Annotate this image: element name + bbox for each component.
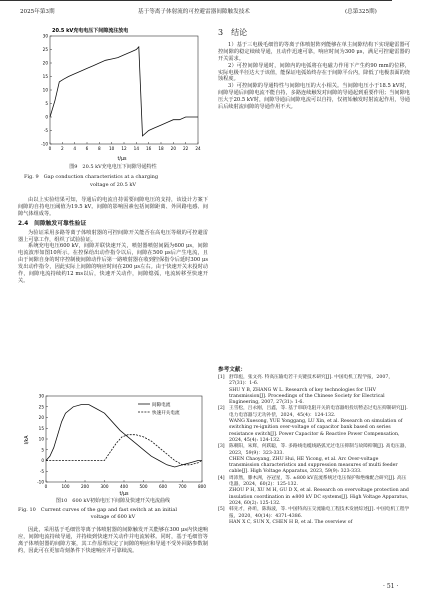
legend-label-switch: 快速开关电流 xyxy=(152,411,180,416)
x-tick-label: 6 xyxy=(85,146,89,151)
y-tick-label: 10 xyxy=(42,87,48,93)
reference-item xyxy=(218,476,410,489)
reference-item xyxy=(218,406,410,419)
y-tick-label: 0 xyxy=(45,114,48,120)
reference-item xyxy=(218,444,410,457)
reference-text: WANG Xuesong, YUE Yonggang, LU Xin, et al. Research on simulation of switching re-ignition over-voltage of capacitor bank based on series resistance switch[J]. Power Capacitor & Reactive Power Compensation, 2024, 45(4): 124-132. xyxy=(229,419,403,443)
x-tick-label: 0 xyxy=(48,146,52,151)
x-tick-label: 800 xyxy=(198,484,206,489)
conclusion-section xyxy=(218,26,410,111)
fig9-frame xyxy=(50,36,198,144)
reference-item xyxy=(218,375,410,388)
y-tick-label: -10 xyxy=(41,141,48,147)
x-tick-label: 4 xyxy=(73,146,77,151)
reference-text: CHEN Chaoyang, ZHU Hui, HE Yicong, et al. Arc Over-voltage transmission characteristics and suppression measures of multi feeder cable[J]. High Voltage Apparatus, 2023, 59(9): 323-333. xyxy=(229,456,398,475)
fig9-title: 20.5 kV充电电压下间隙流注放电 xyxy=(52,28,129,34)
x-tick-label: 200 xyxy=(81,484,89,489)
x-tick-label: 400 xyxy=(120,484,128,489)
fig10-caption-cn: 图10 600 kV初始电压下间隙及快速开关电流曲线 xyxy=(55,498,171,504)
y-tick-label: 30 xyxy=(38,393,44,399)
conclusion-point: 2）可控间隙导通时，间隙内的电弧将在电磁力作用下产生约90 mm的位移，实际电极半径达大于该值，能保证电弧始终存在于间隙平台内，降低了电极表面的烧蚀程度。 xyxy=(218,62,410,83)
reference-number: [2] xyxy=(218,406,225,412)
fig10-chart xyxy=(20,392,210,497)
paragraph: 为验证采用多路等离子体喷射器的可控间隙开关能否在高电压等级的可控避雷器上可靠工作，组织了试验验证。 xyxy=(18,229,208,243)
x-tick-label: 500 xyxy=(139,484,148,489)
fig10-xlabel: t/μs xyxy=(119,492,129,497)
x-tick-label: 0 xyxy=(44,484,48,489)
reference-text: 舒印彪，张文亮. 特高压输电若干关键技术研究[J]. 中国电机工程学报，2007，27(31)：1-6. xyxy=(229,375,394,387)
fig9-chart xyxy=(22,24,208,162)
y-tick-label: 15 xyxy=(42,74,48,79)
x-tick-label: 22 xyxy=(182,146,189,151)
section-heading-2-4: 2.4 间隙触发可靠性验证 xyxy=(18,220,87,227)
fig9-caption-cn: 图9 20.5 kV充电电压下间隙导通特性 xyxy=(69,164,157,170)
reference-number: [5] xyxy=(218,507,225,513)
reference-item xyxy=(218,507,410,520)
x-tick-label: 300 xyxy=(100,484,109,489)
reference-item xyxy=(218,388,410,407)
conclusion-heading: 3 结论 xyxy=(218,28,248,37)
y-tick-label: 20 xyxy=(38,415,44,420)
paragraph: 因此，采用基于毛细管等离子体喷射器的间隙触发开关能够在300 μs内快速响应，间隙电流持续导通，并持续到快速开关动作并电流转移。同时，基于毛细管等离子体喷射器的间隙方案，其工作原理决定了间隙的响应和导通不受外回路参数制约，因此可在更加苛刻条件下快速响应并可靠续流。 xyxy=(18,527,208,554)
total-issue: (总第325期) xyxy=(345,9,377,15)
reference-list xyxy=(218,375,410,526)
references xyxy=(218,365,410,526)
y-tick-label: -5 xyxy=(39,468,44,474)
x-tick-label: 14 xyxy=(133,146,140,151)
x-tick-label: 12 xyxy=(121,146,127,151)
y-tick-label: 15 xyxy=(38,425,44,431)
reference-text: SHU Y B, ZHANG W L. Research of key technologies for UHV transmission[J]. Proceedings of the Chinese Society for Electrical Engineering, 2007, 27(31): 1-6. xyxy=(229,387,385,406)
x-tick-label: 10 xyxy=(108,146,115,151)
reference-item xyxy=(218,520,410,526)
x-tick-label: 600 xyxy=(159,484,167,489)
reference-number: [4] xyxy=(218,475,225,481)
reference-number: [1] xyxy=(218,375,225,380)
fig10-frame xyxy=(46,396,202,482)
reference-text: 王雪松，吕永刚，吕鑫，等. 基于串联电阻开关的电容器组投切暂态过电压抑制研究[J]. 电力电容器与无功补偿，2024，45(4)：124-132. xyxy=(229,406,408,418)
fig10-caption-en-1: Fig. 10 Current curves of the gap and fast switch at an initial xyxy=(18,507,177,513)
x-tick-label: 16 xyxy=(145,146,152,151)
page-number: · 51 · xyxy=(383,583,399,590)
x-tick-label: 700 xyxy=(178,484,187,489)
y-tick-label: 5 xyxy=(45,101,48,106)
reference-text: 陈朝阳，朱辉，何跃聪，等. 多路线电缆线路弧光过电压抑制与故障抑制[J]. 高电压器，2023，59(9)：323-333. xyxy=(229,444,410,456)
y-tick-label: 5 xyxy=(41,447,44,453)
reference-text: ZHOU P H, XU M H, GU D X, et al. Research on overvoltage protection and insulation coordination in ±800 kV DC systems[J]. High Voltage Apparatus, 2024, 60(2): 125-132. xyxy=(229,488,409,506)
fig9-caption-en-2: voltage of 20.5 kV xyxy=(90,182,136,188)
x-tick-label: 2 xyxy=(60,146,64,151)
x-tick-label: 100 xyxy=(61,484,70,489)
header-rule xyxy=(0,0,392,1)
reference-item xyxy=(218,488,410,507)
journal-issue: 2025年第3期 xyxy=(20,9,55,15)
reference-text: 韩先才，孙昕，陈海波，等. 中国特高压交流输电工程技术发展综述[J]. 中国电机工程学报，2020，40(14)：4371-4386. xyxy=(229,507,410,519)
reference-item xyxy=(218,419,410,444)
y-tick-label: 10 xyxy=(38,436,44,442)
y-tick-label: 0 xyxy=(41,458,44,463)
fig9-caption-en-1: Fig. 9 Gap conduction characteristics at a charging xyxy=(24,174,159,180)
left-column-bottom xyxy=(18,527,208,555)
fig10-caption-en-2: voltage of 600 kV xyxy=(90,514,136,520)
reference-text: HAN X C, SUN X, CHEN H B, et al. The overview of xyxy=(229,519,353,525)
running-title: 基于等离子体射流的可控避雷器间隙触发技术 xyxy=(138,9,250,15)
x-tick-label: 20 xyxy=(170,146,177,151)
paragraph: 系统充电电压600 kV，间隙并联快速开关，喷射器喷射间隔为600 μs，间隙电流波形如图10所示。在控保给出动作指令以后，间隙在500 μs后产生电流，且由于间隙自身的时序控制使间隙动作后第一路喷射器在收到控保指令后延时300 μs发出动作指令，因此实际上间隙的响应时间在200 μs左右。由于快速开关未投时动作，间隙电流持续约12 ms以后，快速开关动作，间隙熄弧，电流转移至快速开关。 xyxy=(18,243,208,284)
y-tick-label: 30 xyxy=(42,33,48,39)
y-tick-label: 25 xyxy=(38,404,44,410)
reference-item xyxy=(218,457,410,476)
x-tick-label: 8 xyxy=(97,146,101,151)
reference-text: 周沛然，滕木洲，谷冠星，等. ±800 kV直流系统过电压保护和绝缘配合研究[J]. 高压电器，2024，60(2)：125-132. xyxy=(229,475,407,488)
left-column xyxy=(18,197,208,285)
x-tick-label: 18 xyxy=(158,146,164,151)
x-tick-label: 24 xyxy=(195,146,201,151)
y-tick-label: 20 xyxy=(42,60,48,66)
paragraph: 由以上实验结果可知，导通后的电流自持需要间隙电压的支持，该设计方案下间隙的自持电压阈值为19.5 kV。间隙的影响因素包括间隙距离、外回路电感、间隙气体组成等。 xyxy=(18,197,208,217)
conclusion-point: 1）基于三电极毛细管的等离子体喷射阵列能够在单主间隙结构下实现避雷器可控间隙的稳定续续导通，且动作迅速可靠，响应时间为300 μs，满足可控避雷器的开关需求。 xyxy=(218,41,410,62)
y-tick-label: -5 xyxy=(43,128,48,133)
reference-number: [3] xyxy=(218,444,225,450)
y-tick-label: -10 xyxy=(37,479,44,485)
references-heading: 参考文献： xyxy=(218,367,246,373)
y-tick-label: 25 xyxy=(42,47,48,52)
fig9-xlabel: t/μs xyxy=(117,157,127,162)
legend-label-gap: 间隙电流 xyxy=(152,403,171,408)
fig10-ylabel: I/kA xyxy=(25,435,30,445)
conclusion-point: 3）可控间隙的导通特性与间隙电压的大小相关。当间隙电压小于18.5 kV时，间隙导通后间隙电流不能自持，多路连续触发对间隙的导通起到重要作用；当间隙电压大于20.5 kV时，间隙导通后间隙电流可以自持，仅初始触发时射流起作用，导通后后续射流间隙的导通作用不大。 xyxy=(218,83,410,111)
